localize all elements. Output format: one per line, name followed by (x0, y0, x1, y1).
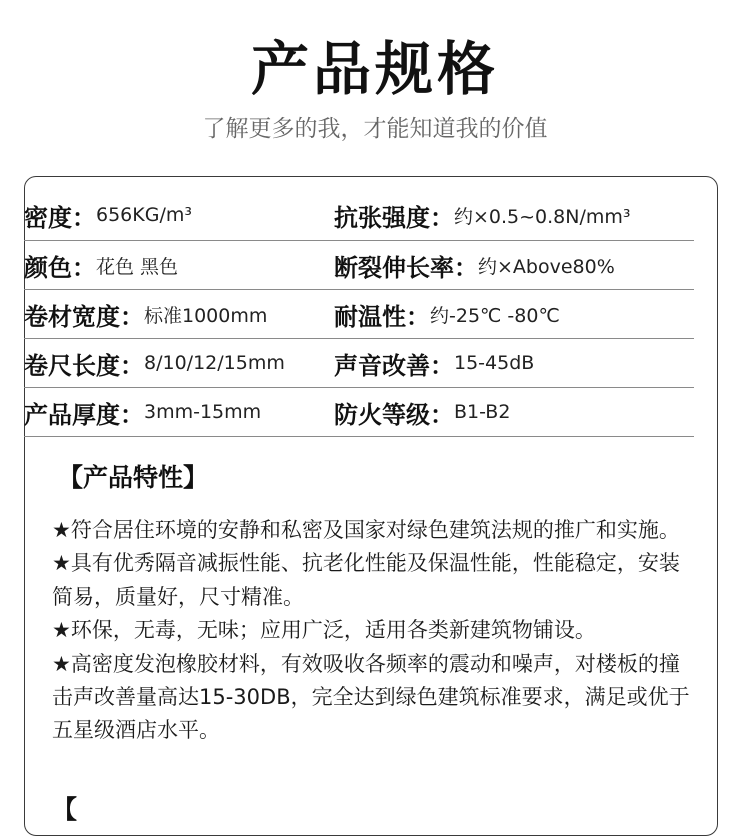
spec-value: B1-B2 (454, 401, 511, 423)
features-list (52, 514, 692, 748)
spec-label: 耐温性： (334, 302, 430, 331)
next-section-heading: 【 (52, 795, 78, 824)
page-title: 产品规格 (250, 35, 499, 103)
spec-value: 656KG/m³ (96, 204, 192, 226)
feature-item: ★具有优秀隔音减振性能、抗老化性能及保温性能，性能稳定，安装简易，质量好，尺寸精准。 (52, 551, 680, 609)
spec-value: 花色 黑色 (96, 255, 179, 278)
spec-cell (334, 395, 694, 430)
spec-cell (24, 395, 334, 430)
spec-label: 卷尺长度： (24, 351, 144, 380)
spec-row (24, 388, 694, 437)
spec-label: 密度： (24, 203, 96, 232)
spec-cell (334, 248, 694, 283)
spec-label: 颜色： (24, 253, 96, 282)
spec-cell (24, 248, 334, 283)
feature-item: ★符合居住环境的安静和私密及国家对绿色建筑法规的推广和实施。 (52, 518, 680, 542)
spec-value: 3mm-15mm (144, 401, 262, 423)
spec-cell (334, 198, 694, 233)
spec-value: 8/10/12/15mm (144, 352, 285, 374)
spec-cell (334, 297, 694, 332)
page-subtitle: 了解更多的我，才能知道我的价值 (202, 116, 548, 142)
spec-cell (24, 346, 334, 381)
spec-value: 15-45dB (454, 352, 535, 374)
spec-table (24, 190, 694, 437)
spec-value: 约-25℃ -80℃ (430, 304, 560, 327)
spec-row (24, 339, 694, 388)
spec-label: 产品厚度： (24, 400, 144, 429)
spec-row (24, 190, 694, 241)
spec-label: 卷材宽度： (24, 302, 144, 331)
features-heading: 【产品特性】 (58, 463, 209, 492)
feature-item: ★环保，无毒，无味；应用广泛，适用各类新建筑物铺设。 (52, 618, 596, 643)
spec-label: 抗张强度： (334, 203, 454, 232)
feature-item: ★高密度发泡橡胶材料，有效吸收各频率的震动和噪声，对楼板的撞击声改善量高达15-30DB，完全达到绿色建筑标准要求，满足或优于五星级酒店水平。 (52, 651, 690, 743)
spec-cell (24, 198, 334, 233)
spec-cell (334, 346, 694, 381)
spec-cell (24, 297, 334, 332)
spec-label: 声音改善： (334, 351, 454, 380)
spec-row (24, 290, 694, 339)
spec-label: 防火等级： (334, 400, 454, 429)
spec-value: 标准1000mm (144, 304, 268, 327)
spec-label: 断裂伸长率： (334, 253, 478, 282)
spec-value: 约×Above80% (478, 255, 615, 278)
spec-row (24, 241, 694, 290)
spec-value: 约×0.5~0.8N/mm³ (454, 205, 631, 228)
